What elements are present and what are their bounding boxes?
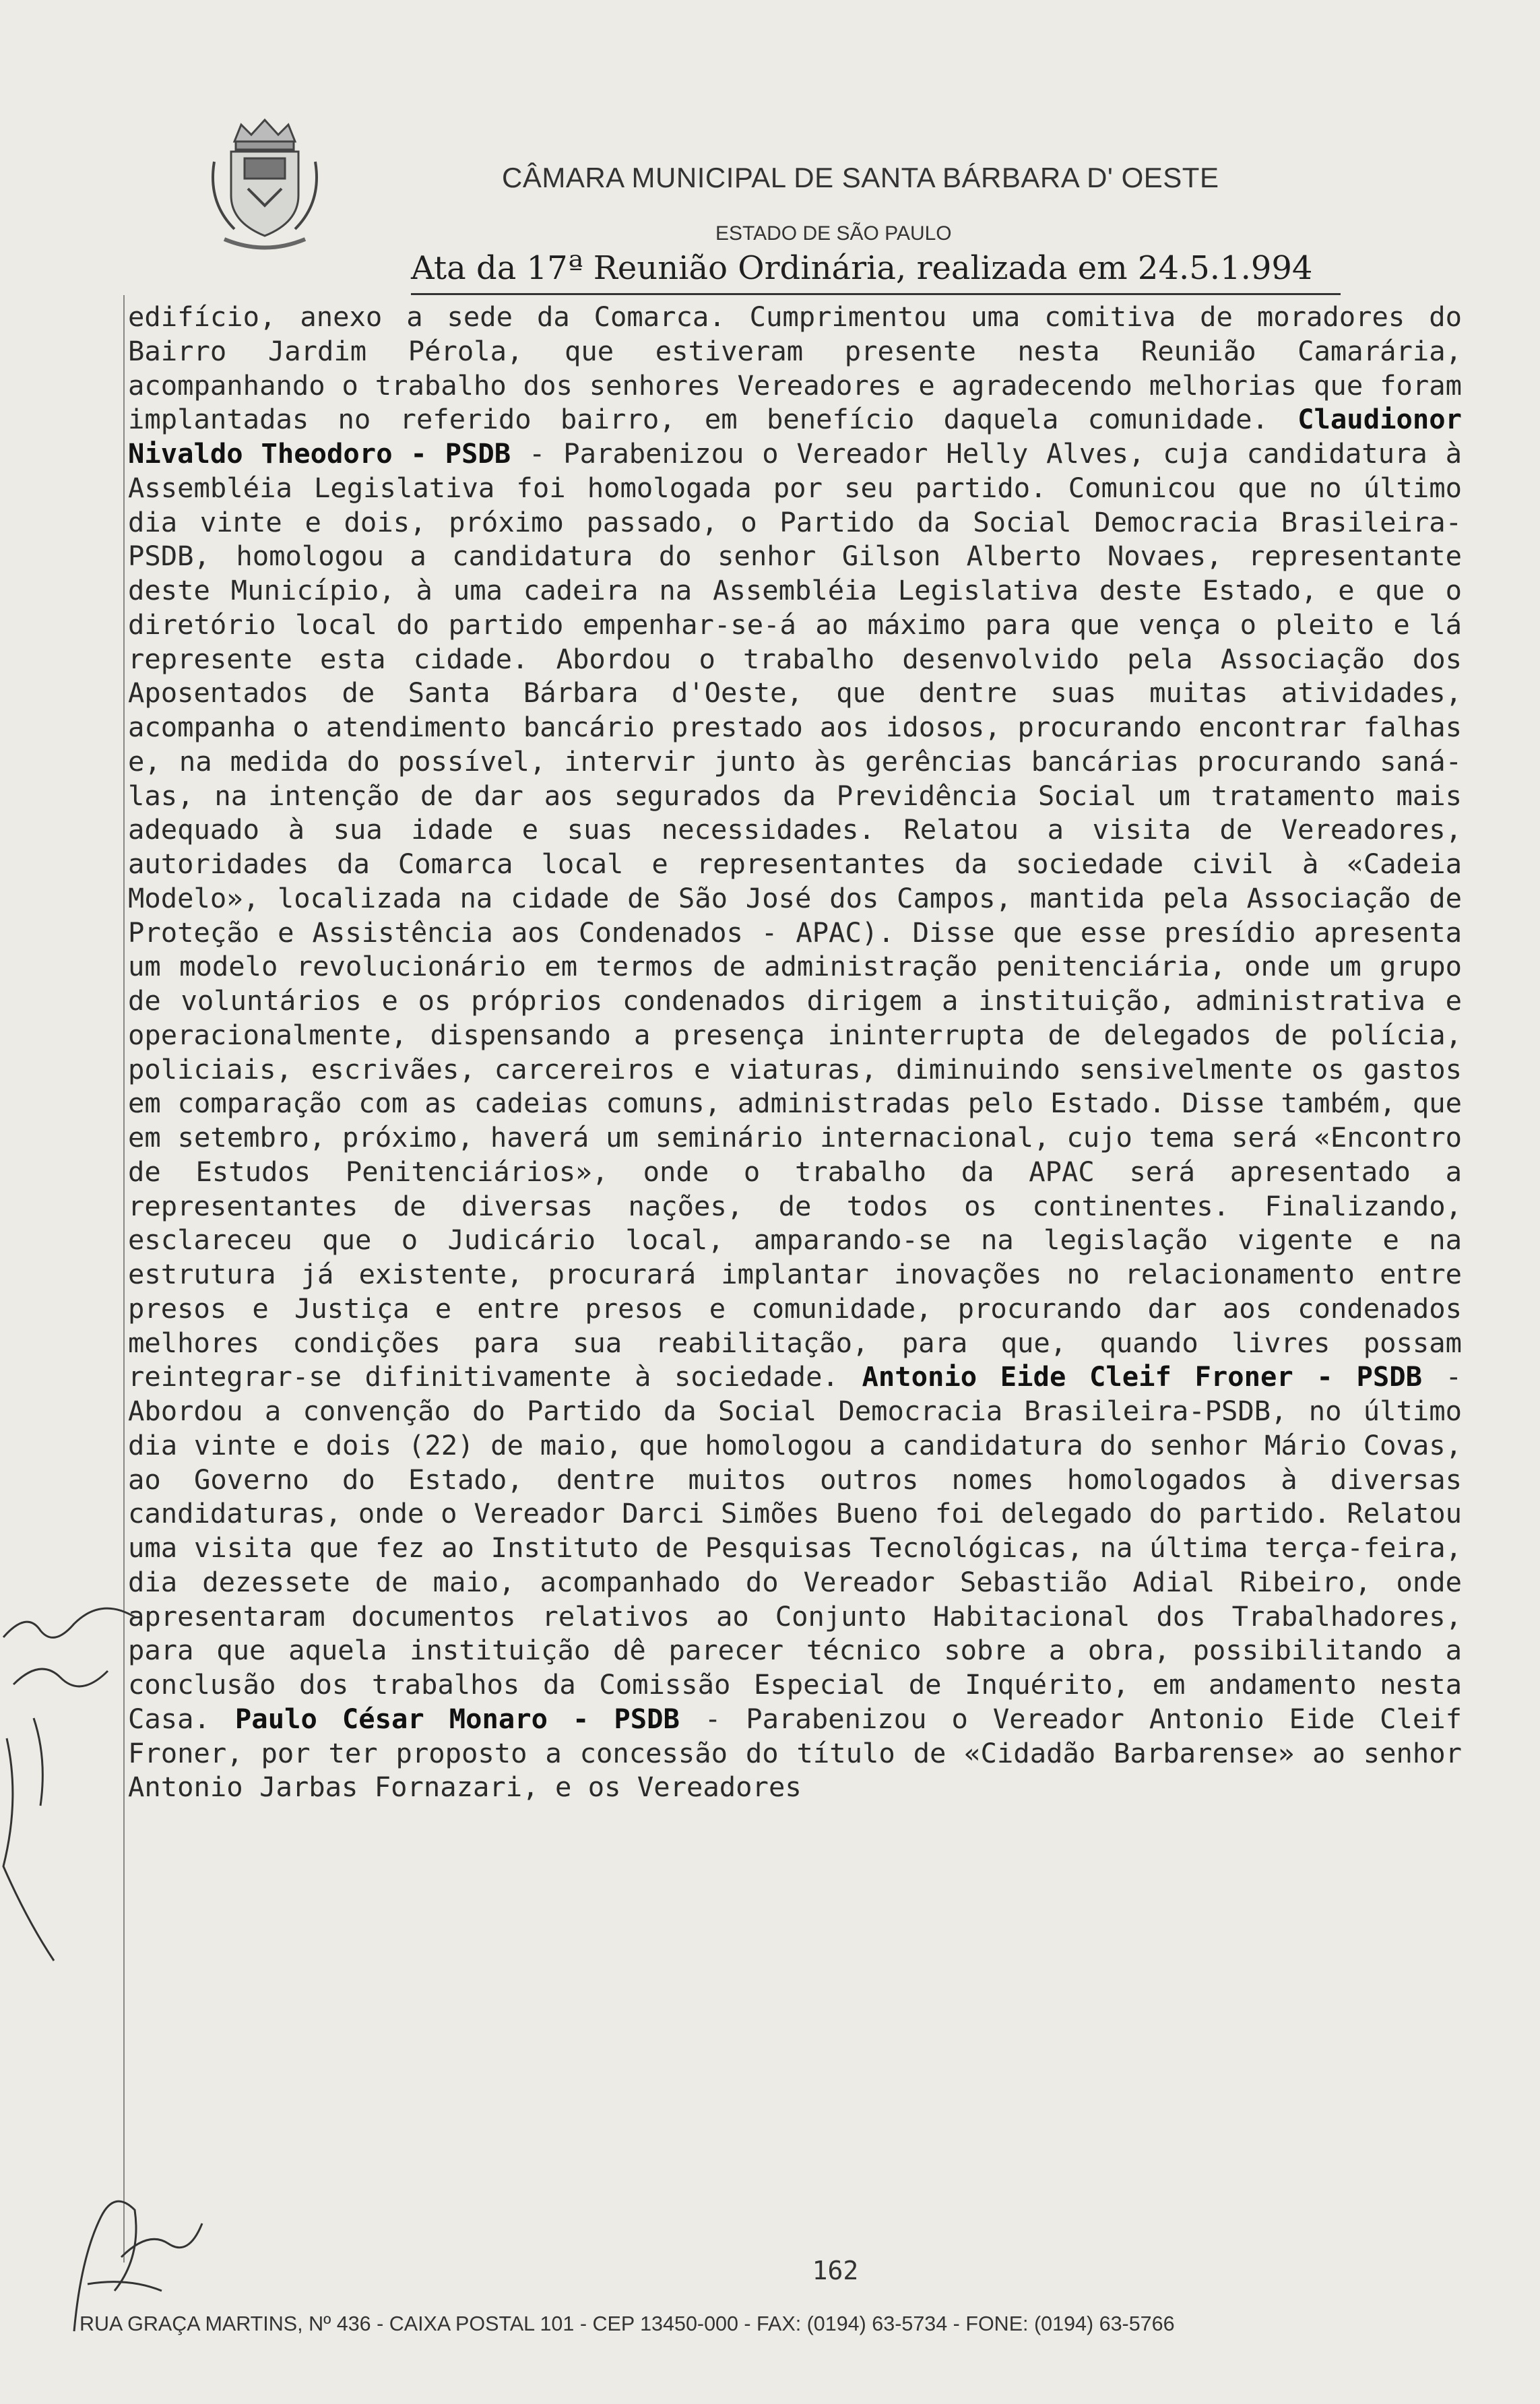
page-number: 162 (812, 2256, 859, 2285)
paragraph-2: - Parabenizou o Vereador Helly Alves, cuja candidatura à Assembléia Legislativa foi homologada por seu partido. Comunicou que no último dia vinte e dois, próximo passado, o Partido da Social Democracia Brasileira-PSDB, homologou a candidatura do senhor Gilson Alberto Novaes, representante deste Município, à uma cadeira na Assembléia Legislativa deste Estado, e que o diretório local do partido empenhar-se-á ao máximo para que vença o pleito e lá represente esta cidade. Abordou o trabalho desenvolvido pela Associação dos Aposentados de Santa Bárbara d'Oeste, que dentre suas muitas atividades, acompanha o atendimento bancário prestado aos idosos, procurando encontrar falhas e, na medida do possível, intervir junto às gerências bancárias procurando saná-las, na intenção de dar aos segurados da Previdência Social um tratamento mais adequado à sua idade e suas necessidades. Relatou a visita de Vereadores, autoridades da Comarca local e representantes da sociedade civil à «Cadeia Modelo», localizada na cidade de São José dos Campos, mantida pela Associação de Proteção e Assistência aos Condenados - APAC). Disse que esse presídio apresenta um modelo revolucionário em termos de administração penitenciária, onde um grupo de voluntários e os próprios condenados dirigem a instituição, administrativa e operacionalmente, dispensando a presença ininterrupta de delegados de polícia, policiais, escrivães, carcereiros e viaturas, diminuindo sensivelmente os gastos em comparação com as cadeias comuns, administradas pelo Estado. Disse também, que em setembro, próximo, haverá um seminário internacional, cujo tema será «Encontro de Estudos Penitenciários», onde o trabalho da APAC será apresentado a representantes de diversas nações, de todos os continentes. Finalizando, esclareceu que o Judicário local, amparando-se na legislação vigente e na estrutura já existente, procurará implantar inovações no relacionamento entre presos e Justiça e entre presos e comunidade, procurando dar aos condenados melhores condições para sua reabilitação, para que, quando livres possam reintegrar-se difinitivamente à sociedade. (128, 437, 1462, 1393)
speaker-claudionor: Claudionor Nivaldo Theodoro - PSDB (128, 403, 1462, 470)
paragraph-3: - Abordou a convenção do Partido da Social Democracia Brasileira-PSDB, no último dia vinte e dois (22) de maio, que homologou a candidatura do senhor Mário Covas, ao Governo do Estado, dentre muitos outros nomes homologados à diversas candidaturas, onde o Vereador Darci Simões Bueno foi delegado do partido. Relatou uma visita que fez ao Instituto de Pesquisas Tecnológicas, na última terça-feira, dia dezessete de maio, acompanhado do Vereador Sebastião Adial Ribeiro, onde apresentaram documentos relativos ao Conjunto Habitacional dos Trabalhadores, para que aquela instituição dê parecer técnico sobre a obra, possibilitando a conclusão dos trabalhos da Comissão Especial de Inquérito, em andamento nesta Casa. (128, 1360, 1462, 1735)
footer-address: RUA GRAÇA MARTINS, Nº 436 - CAIXA POSTAL 101 - CEP 13450-000 - FAX: (0194) 63-5734 - FONE: (0194) 63-5766 (79, 2312, 1175, 2335)
title-underline (411, 293, 1341, 295)
left-margin-line (123, 295, 125, 2263)
minutes-body (128, 300, 1462, 1804)
page-title: Ata da 17ª Reunião Ordinária, realizada em 24.5.1.994 (411, 249, 1313, 287)
municipal-coat-of-arms (207, 115, 322, 256)
speaker-paulo: Paulo César Monaro - PSDB (234, 1702, 680, 1735)
minutes-paragraph (128, 300, 1462, 1804)
paragraph-1: edifício, anexo a sede da Comarca. Cumprimentou uma comitiva de moradores do Bairro Jardim Pérola, que estiveram presente nesta Reunião Camarária, acompanhando o trabalho dos senhores Vereadores e agradecendo melhorias que foram implantadas no referido bairro, em benefício daquela comunidade. (128, 300, 1462, 436)
institution-name: CÂMARA MUNICIPAL DE SANTA BÁRBARA D' OESTE (502, 162, 1219, 193)
speaker-antonio: Antonio Eide Cleif Froner - PSDB (862, 1360, 1422, 1393)
paragraph-4: - Parabenizou o Vereador Antonio Eide Cleif Froner, por ter proposto a concessão do título de «Cidadão Barbarense» ao senhor Antonio Jarbas Fornazari, e os Vereadores (128, 1702, 1463, 1804)
state-name: ESTADO DE SÃO PAULO (715, 222, 952, 245)
